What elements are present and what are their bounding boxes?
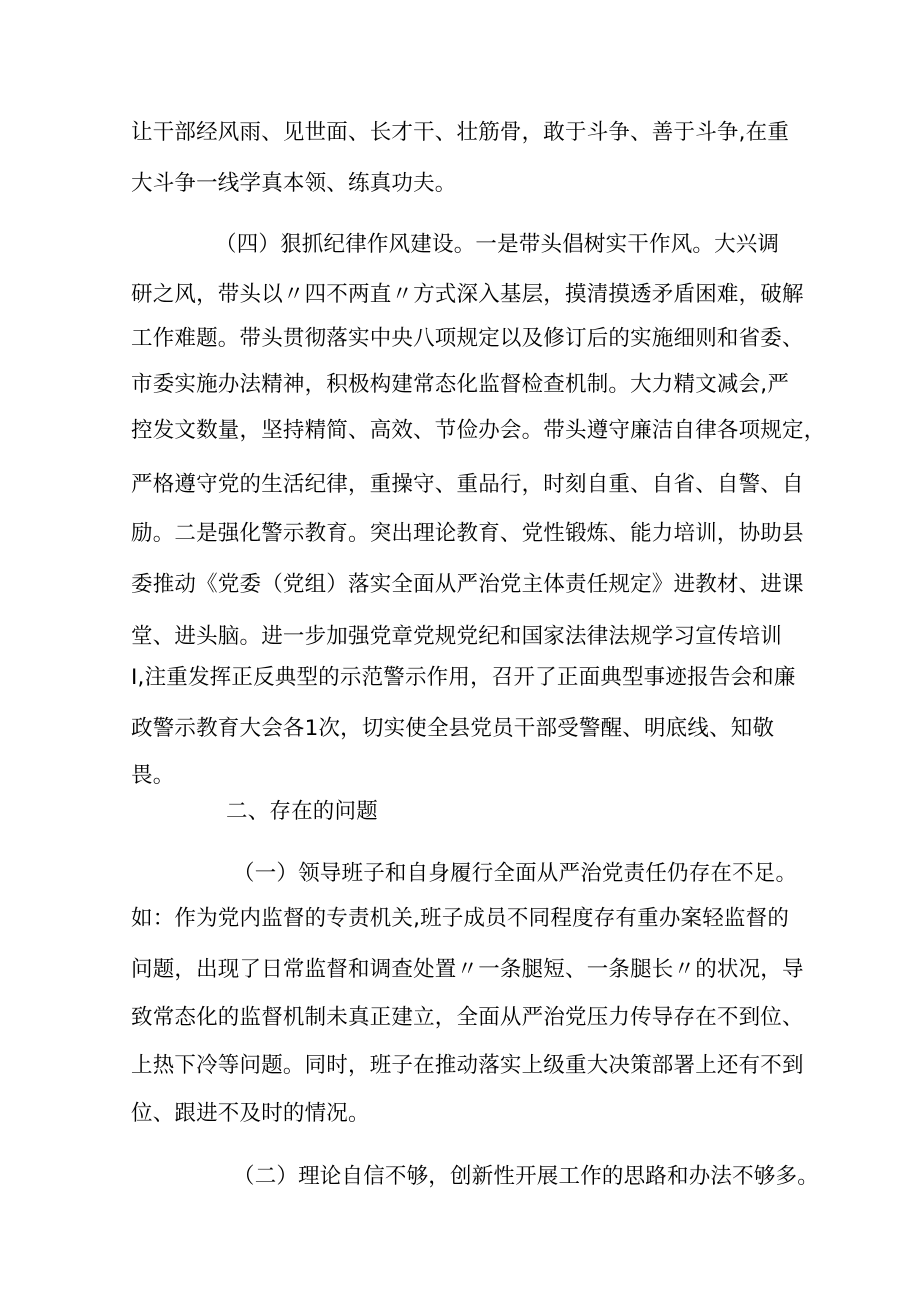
body-text-line: 上热下冷等问题。同时，班子在推动落实上级重大决策部署上还有不到 bbox=[131, 1053, 804, 1078]
body-text-line: 工作难题。带头贯彻落实中央八项规定以及修订后的实施细则和省委、 bbox=[131, 326, 804, 351]
body-text-line: I,注重发挥正反典型的示范警示作用，召开了正面典型事迹报告会和廉 bbox=[131, 665, 796, 690]
section-heading-2: 二、存在的问题 bbox=[226, 799, 378, 824]
body-text-line: 政警示教育大会各1次，切实使全县党员干部受警醒、明底线、知敬 bbox=[131, 716, 775, 741]
body-text-line: 致常态化的监督机制未真正建立，全面从严治党压力传导存在不到位、 bbox=[131, 1005, 804, 1030]
body-text-line: 堂、进头脑。进一步加强党章党规党纪和国家法律法规学习宣传培训 bbox=[131, 624, 783, 649]
subsection-heading-2: （二）理论自信不够，创新性开展工作的思路和办法不够多。 bbox=[233, 1164, 819, 1189]
body-text-line: 如：作为党内监督的专责机关,班子成员不同程度存有重办案轻监督的 bbox=[131, 906, 790, 931]
body-text-line: 位、跟进不及时的情况。 bbox=[131, 1101, 370, 1126]
body-text-line: 让干部经风雨、见世面、长才干、壮筋骨，敢于斗争、善于斗争,在重 bbox=[131, 120, 790, 145]
subsection-heading-1: （一）领导班子和自身履行全面从严治党责任仍存在不足。 bbox=[233, 861, 798, 886]
body-text-line: 市委实施办法精神，积极构建常态化监督检查机制。大力精文减会,严 bbox=[131, 372, 790, 397]
body-text-line: 畏。 bbox=[131, 763, 175, 788]
body-text-line: 研之风，带头以〃四不两直〃方式深入基层，摸清摸透矛盾困难，破解 bbox=[131, 282, 804, 307]
section-heading-4: （四）狠抓纪律作风建设。一是带头倡树实干作风。大兴调 bbox=[215, 232, 780, 257]
body-text-line: 控发文数量，坚持精简、高效、节俭办会。带头遵守廉洁自律各项规定， bbox=[131, 418, 826, 443]
body-text-line: 励。二是强化警示教育。突出理论教育、党性锻炼、能力培训，协助县 bbox=[131, 521, 804, 546]
body-text-line: 问题，出现了日常监督和调查处置〃一条腿短、一条腿长〃的状况，导 bbox=[131, 957, 804, 982]
body-text-line: 大斗争一线学真本领、练真功夫。 bbox=[131, 171, 457, 196]
body-text-line: 严格遵守党的生活纪律，重操守、重品行，时刻自重、自省、自警、自 bbox=[131, 472, 804, 497]
body-text-line: 委推动《党委（党组）落实全面从严治党主体责任规定》进教材、进课 bbox=[131, 572, 804, 597]
